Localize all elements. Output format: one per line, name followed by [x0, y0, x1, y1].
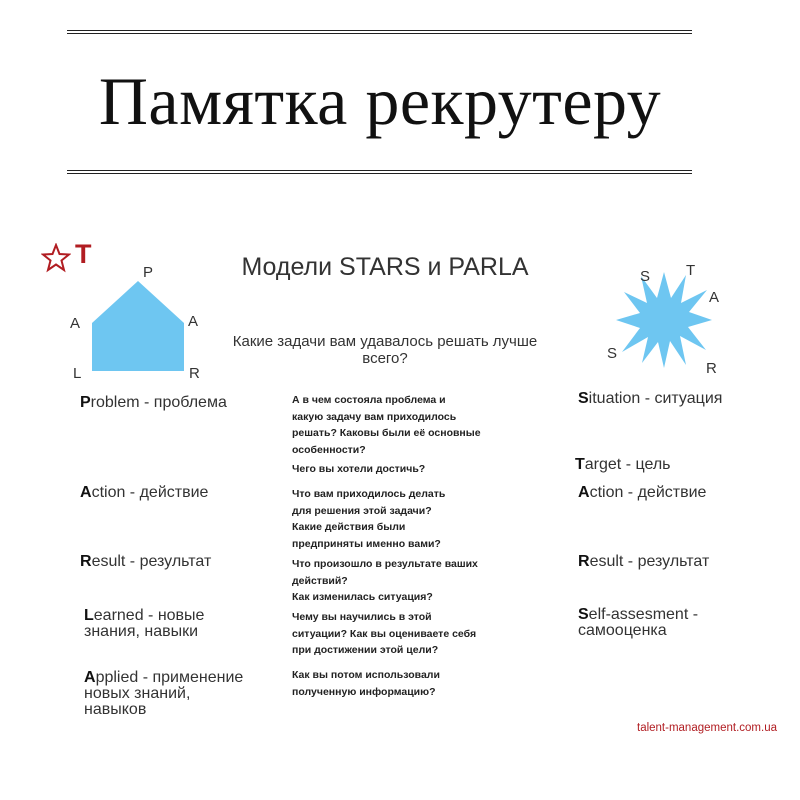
parla-result [80, 554, 211, 570]
pentagon-letter-p: P [143, 264, 154, 281]
term-rest: esult - результат [91, 553, 212, 570]
star-outline-icon [41, 243, 71, 273]
stars-situation [578, 391, 722, 407]
question-line: решать? Каковы были её основные [292, 427, 481, 439]
star-letter-s1: S [640, 268, 651, 285]
term-initial: S [578, 606, 589, 623]
question-line: А в чем состояла проблема и [292, 394, 446, 406]
question-result [292, 556, 522, 606]
models-subtitle: Модели STARS и PARLA [241, 253, 529, 281]
question-line: при достижении этой цели? [292, 644, 439, 656]
term-initial: P [80, 394, 91, 411]
term-line [84, 670, 243, 686]
star-letter-s2: S [607, 345, 618, 362]
term-rest: roblem - проблема [90, 394, 227, 411]
pentagon-letter-a-right: A [188, 313, 199, 330]
question-line: Как изменилась ситуация? [292, 591, 433, 603]
term-initial: R [578, 553, 590, 570]
pentagon-letter-r: R [189, 365, 200, 382]
term-initial: T [575, 456, 585, 473]
parla-pentagon-icon [90, 280, 186, 372]
parla-action [80, 485, 208, 501]
term-initial: L [84, 607, 94, 624]
main-question: Какие задачи вам удавалось решать лучше всего? [232, 333, 538, 367]
term-rest: ction - действие [91, 484, 209, 501]
term-line: знания, навыки [84, 623, 199, 640]
term-rest: esult - результат [589, 553, 710, 570]
term-rest: pplied - применение [95, 669, 244, 686]
question-action [292, 486, 522, 552]
term-line: самооценка [578, 622, 667, 639]
question-line: Чему вы научились в этой [292, 611, 432, 623]
question-learned [292, 609, 522, 659]
question-line: предприняты именно вами? [292, 537, 441, 550]
question-target [292, 461, 522, 478]
star-letter-t: T [686, 262, 696, 279]
pentagon-letter-l: L [73, 365, 82, 382]
term-initial: A [80, 484, 92, 501]
term-rest: ction - действие [589, 484, 707, 501]
question-line: ситуации? Как вы оцениваете себя [292, 627, 477, 640]
stars-action [578, 485, 706, 501]
term-line: новых знаний, [84, 685, 191, 702]
term-rest: elf-assesment - [588, 606, 699, 623]
term-line [84, 608, 204, 624]
term-line: навыков [84, 701, 147, 718]
question-line: Чего вы хотели достичь? [292, 463, 426, 475]
question-line: Что произошло в результате ваших [292, 558, 478, 570]
question-line: Какие действия были [292, 521, 406, 533]
star-letter-r: R [706, 360, 717, 377]
term-initial: R [80, 553, 92, 570]
stars-self-assessment [578, 607, 698, 639]
parla-learned [84, 608, 204, 640]
term-initial: A [84, 669, 96, 686]
term-initial: A [578, 484, 590, 501]
stars-result [578, 554, 709, 570]
page-title: Памятка рекрутеру [98, 63, 662, 139]
question-line: полученную информацию? [292, 685, 436, 698]
pentagon-letter-a-left: A [70, 315, 81, 332]
star-letter-a: A [709, 289, 720, 306]
question-line: Что вам приходилось делать [292, 488, 446, 500]
question-line: действий? [292, 574, 348, 587]
question-problem [292, 392, 522, 458]
question-applied [292, 667, 522, 700]
term-rest: ituation - ситуация [588, 390, 723, 407]
question-line: для решения этой задачи? [292, 504, 432, 517]
question-line: Как вы потом использовали [292, 669, 440, 681]
term-line [578, 607, 698, 623]
term-rest: earned - новые [93, 607, 205, 624]
top-divider [67, 30, 692, 34]
stars-target [575, 457, 671, 473]
question-line: особенности? [292, 443, 366, 456]
term-initial: S [578, 390, 589, 407]
logo-letter: T [75, 239, 92, 269]
parla-problem [80, 395, 227, 411]
parla-applied [84, 670, 243, 718]
term-rest: arget - цель [584, 456, 671, 473]
bottom-divider [67, 170, 692, 174]
source-link[interactable]: talent-management.com.ua [637, 722, 777, 734]
stars-burst-icon [614, 270, 714, 370]
question-line: какую задачу вам приходилось [292, 410, 457, 423]
